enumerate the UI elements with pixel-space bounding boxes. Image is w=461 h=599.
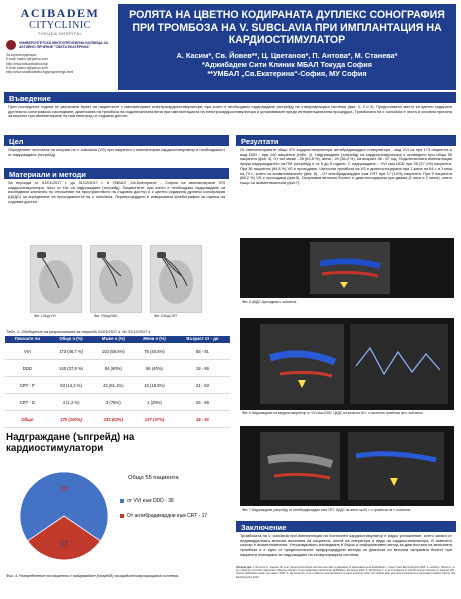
table-cell: 173 (46,7 %) <box>50 343 93 360</box>
table-cell: 10 (18,9%) <box>134 377 175 394</box>
fig5-caption: Фиг. 5 ЦКДС-проходима v. subclavia <box>242 300 297 304</box>
pie-legend <box>120 498 232 528</box>
xray-vvi-image <box>30 245 82 313</box>
author-list: А. Касим*, Св. Йовев**, Ц. Цветанов*, П. Антова*, М. Станева* <box>176 50 398 60</box>
table-cell: 137 (37%) <box>134 411 175 428</box>
table-cell: 140 (37,8 %) <box>50 360 93 377</box>
table-header-row <box>5 336 230 343</box>
table-cell: 55 - 91 <box>175 343 230 360</box>
legend-label: от VVI към DDD - 38 <box>127 498 174 504</box>
table-cell: 84 (60%) <box>92 360 134 377</box>
cityclinic-logo: CITYCLINIC <box>29 20 91 31</box>
references-heading: Литература: <box>236 566 252 569</box>
legend-swatch <box>120 499 124 503</box>
table-header: Възраст от - до <box>175 336 230 343</box>
ultrasound-fig5-image <box>240 238 454 298</box>
table-cell: 25 - 56 <box>175 394 230 411</box>
conclusion-text: Тромбозата на v. subclavia при имплантация на постоянен кардиостимулатор е рядко усложнение, което засяга от индивидуалната венозна анатомия на пациента, опита на оператора и вида на кардиостимулатора. В повечето случаи е асимптоматична. Ултразвуковото изследване е бързо и информативен метод за диагностика на венозната тромбоза и е едно от предпочитаните предпроцедурни методи за диагноза на венозна оклузивна болест при пациенти планирани за надграждане на стимулиращата система. <box>240 533 452 557</box>
xray-ddd-image <box>90 245 142 313</box>
intro-text: През последните години се увеличиха броят на пациентите с имплантирани електрокардиостимулатори, при които е необходимо надграждане (ъпгрейд) на стимулиращата система (фиг. 1, 2 и 3). Предоставено място за цветно кодирано дуплексно сонографско изследване, диагнозата на тромбоза на подключичната вена при имплантацията на електрокардиостимулатора и установяване преди интервенционална процедура. Тромбозата на v. subclavia е честа и основна причина за неуспех при имплантиране на нов електрод от съдовия достъп. <box>8 104 452 119</box>
results-text: От имплантираните общо 370 кардиостимулатора антибрадикардни стимулатори - мод VVI са при 173 пациента и мод DDD - при 140 пациента (табл. 1). Надграждане (ъпгрейд) на кардиостимулатора е проведено при общо 55 пациента (фиг. 4). От тях мъже - 35 (63.6 %), жени - 20 (36.4 %), на възраст 38 - 87 год. Подключичната имплантация преди надграждането на ПМ (ъпгрейд) е от 5 до 9 години. С надграждане: - VVI към DDD при 38 (27,1%) пациента. При 36 пациента (94.8 %) VS е проходима. Частична тромбоза на VS е диагностицирана при 1 жена на 64 г. и 1 мъж на 74 г., които са асимптоматични (фиг. 6). - От антибрадикарден към CRT при 17 (12%) пациента. При 9 пациента (88.2 %) VS е проходима (фиг.5). Оклузивна венозна болест е диагностицирана при двама (1 мъж и 1 жена), които също са асимптоматични (фиг.7). <box>240 147 452 185</box>
table-cell: 18 - 86 <box>175 360 230 377</box>
pie-slice-label: 38 <box>60 486 68 494</box>
table-cell: DDD <box>5 360 50 377</box>
methods-heading: Материали и методи <box>4 168 229 179</box>
ultrasound-fig6-image <box>240 318 454 410</box>
conclusion-section <box>236 521 456 560</box>
fig6-caption: Фиг. 6 Надграждане на кардиостимулатор от VVI към DDD. ЦКДС на жена на 64 г. с частична тромбоза на v. subclavia <box>242 411 423 415</box>
contact-line: За кореспонденция: <box>6 53 37 57</box>
contact-line: E-mail: kasim.a@yahoo.com <box>6 57 49 62</box>
table-cell: Общо <box>5 411 50 428</box>
university-name: УНИВЕРСИТЕТСКА МНОГОПРОФИЛНА БОЛНИЦА ЗА АКТИВНО ЛЕЧЕНИЕ "СВЕТА ЕКАТЕРИНА" <box>19 41 109 49</box>
table-cell: 18 - 91 <box>175 411 230 428</box>
aim-heading: Цел <box>4 135 229 146</box>
poster-title: РОЛЯТА НА ЦВЕТНО КОДИРАНАТА ДУПЛЕКС СОНОГРАФИЯ ПРИ ТРОМБОЗА НА V. SUBCLAVIA ПРИ ИМПЛАНТАЦИЯ НА КАРДИОСТИМУЛАТОР <box>129 9 445 46</box>
table-cell: CRT - D <box>5 394 50 411</box>
table-cell: 3 (75%) <box>92 394 134 411</box>
thumb-label-vvi: Фиг. 1 Мод VVI <box>34 314 56 318</box>
acibadem-logo: ACIBADEM <box>20 6 100 20</box>
affiliation-2: **УМБАЛ „Св.Екатерина“-София, МУ София <box>207 68 367 78</box>
legend-item <box>120 498 232 504</box>
table-header: Общо n (%) <box>50 336 93 343</box>
authors <box>124 51 450 78</box>
thumb-label-ddd: Фиг. 2 Мод DDD <box>94 314 118 318</box>
methods-text: За периода от 01/01/2017 г. до 31/12/2017 г. в УМБАЛ „Св.Екатерина“ - София са имплантирани 370 кардиостимулатора. Част от тях са надграждане (ъпгрейд). Пациентите, при които е необходимо надграждане са изследвани клинично по отношение на пространството на съдовия достъп и с цветно кодирана дуплекс сонография (ЦКДС) за определяне на проходимостта на v. subclavia. Перипроцедурно е извършвана флебография за оценка на съдовия достъп. <box>8 180 225 204</box>
table-header: Мъже n (%) <box>92 336 134 343</box>
fig7-caption: Фиг. 7 Надграждане (ъпгрейд) от антибрадикарден към CRT. ЦКДС на жена на 64 г. с тромбоза на v. subclavia <box>242 508 411 512</box>
references-text: 1. Rozmus G., Daubert JP, et al. Venous thrombosis and stenosis after implantation of pacemakers and defibrillators. J Interv Card Electrophysiol 2005. 2. Lickfett L, Bitzen A, et al. Incidence of venous obstruction following insertion of an implantable cardioverter defibrillator. Europace 2004. 3. Sticherling C, et al. Prevalence of central venous occlusion in patients with chronic defibrillator leads. Am Heart J 2001. 4. Da Costa SS, et al. Incidence and risk factors of upper extremity deep vein lesions after permanent transvenous pacemaker implant. Pacing Clin Electrophysiol 2002. <box>236 566 456 579</box>
table-cell: VVI <box>5 343 50 360</box>
title-banner <box>118 4 456 90</box>
contact-line: http://www.uhatekaterina.bg/programings.html <box>6 70 74 75</box>
pie-total-label: Общо 55 пациента <box>128 475 179 481</box>
tokuda-hospital-label: TOKUDA HOSPITAL <box>37 31 83 36</box>
conclusion-heading: Заключение <box>236 521 456 532</box>
legend-label: От антибрадикардни към CRT - 17 <box>127 513 208 519</box>
table-cell: CRT - P <box>5 377 50 394</box>
pie-caption: Фиг. 4. Разпределение на пациенти с надграждане (ъпгрейд) на кардиостимулиращата система. <box>6 574 179 578</box>
table-row <box>5 377 230 394</box>
table-cell: 56 (40%) <box>134 360 175 377</box>
table-cell: 1 (25%) <box>134 394 175 411</box>
table-cell: 53 (14,3 %) <box>50 377 93 394</box>
table-row <box>5 343 230 360</box>
legend-swatch <box>120 514 124 518</box>
thumb-label-crt: Фиг. 3 Мод CRT <box>154 314 178 318</box>
table-cell: 43 (81,1%) <box>92 377 134 394</box>
table-header: Показате ли <box>5 336 50 343</box>
aim-section <box>4 135 229 159</box>
aim-text: Определяне честотата на оклузия на v. subclavia (VS) при пациенти с имплантиран кардиостимулатор и необходимост от надграждане (ъпгрейд). <box>8 147 225 157</box>
references <box>236 566 456 579</box>
results-heading: Резултати <box>236 135 456 146</box>
table-header: Жени n (%) <box>134 336 175 343</box>
logo-block <box>6 6 114 84</box>
university-emblem-icon <box>6 40 16 50</box>
pie-title: Надграждане (ъпгрейд) на кардиостимулатори <box>6 432 135 454</box>
contacts <box>6 53 114 74</box>
table-cell: 76 (40,5%) <box>134 343 175 360</box>
methods-section <box>4 168 229 207</box>
contact-line: http://www.tokudabolnica.bg/ <box>6 61 48 66</box>
ultrasound-fig7-image <box>240 426 454 506</box>
table-cell: 4 (1,2 %) <box>50 394 93 411</box>
upgrade-pie-chart <box>14 466 114 566</box>
intro-heading: Въведение <box>4 92 456 103</box>
pie-slice-label: 17 <box>60 540 68 548</box>
legend-item <box>120 513 232 519</box>
intro-section <box>4 92 456 121</box>
table-row <box>5 360 230 377</box>
affiliation-1: *Аджибадем Сити Клиник МБАЛ Токуда София <box>201 59 373 69</box>
table-cell: 103 (59,5%) <box>92 343 134 360</box>
results-table <box>5 336 230 428</box>
table-cell: 233 (63%) <box>92 411 134 428</box>
table-total-row <box>5 411 230 428</box>
table-caption: Табл. 1. Обобщение на резултатите за периода 01/01/2017 г. до 31/12/2017 г. <box>6 329 152 334</box>
table-row <box>5 394 230 411</box>
contact-line: E-mail: kasim.a@yahoo.com <box>6 65 49 70</box>
university-line <box>6 40 114 50</box>
xray-crt-image <box>150 245 202 313</box>
results-section <box>236 135 456 188</box>
table-cell: 370 (100%) <box>50 411 93 428</box>
table-cell: 21 - 83 <box>175 377 230 394</box>
